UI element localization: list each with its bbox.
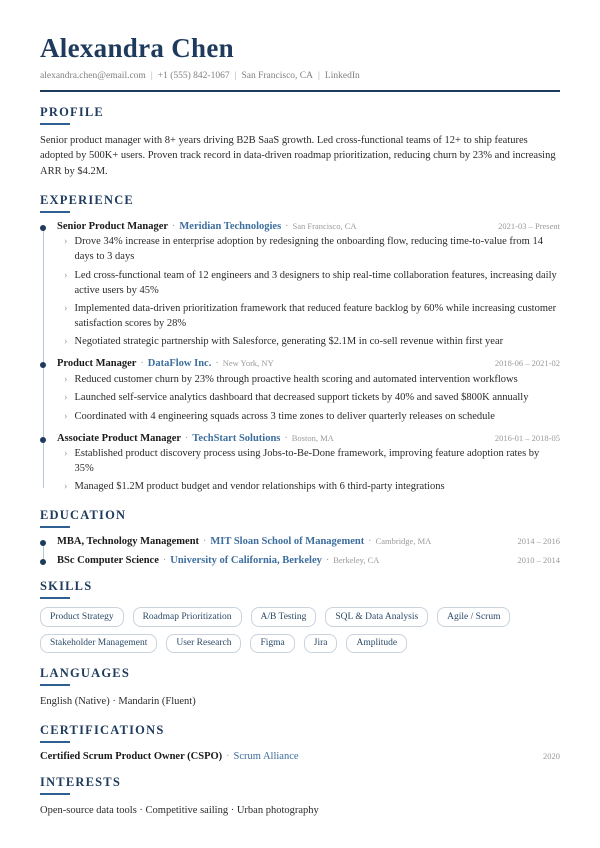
certification-title: Certified Scrum Product Owner (CSPO)	[40, 750, 223, 762]
degree-title: MBA, Technology Management	[57, 536, 200, 548]
bullet-item	[57, 447, 560, 477]
job-title: Senior Product Manager	[57, 220, 169, 232]
bullet-item	[57, 269, 560, 299]
experience-entry	[57, 358, 560, 424]
bullet-text: Drove 34% increase in enterprise adoption by redesigning the onboarding flow, reducing time-to-value from 14 days to 3 days	[74, 236, 543, 263]
timeline-dot	[40, 362, 46, 368]
skill-pill: Stakeholder Management	[40, 634, 157, 653]
bullet-text: Coordinated with 4 engineering squads across 3 time zones to deliver quarterly releases on schedule	[74, 410, 495, 422]
dot-separator: ·	[285, 220, 289, 232]
contact-location: San Francisco, CA	[241, 70, 313, 81]
dot-separator: ·	[368, 536, 372, 548]
job-header	[57, 358, 560, 369]
bullet-text: Established product discovery process using Jobs-to-Be-Done framework, improving feature adoption rates by 35%	[74, 448, 540, 474]
dot-separator: ·	[284, 432, 288, 444]
profile-heading: PROFILE	[40, 104, 104, 119]
skill-pill: A/B Testing	[251, 607, 317, 626]
contact-separator: |	[318, 70, 320, 81]
contact-separator: |	[150, 70, 153, 81]
skill-pill: SQL & Data Analysis	[325, 607, 428, 626]
job-location: New York, NY	[222, 358, 274, 369]
company-link[interactable]: TechStart Solutions	[192, 432, 281, 444]
bullet-marker: ›	[64, 236, 68, 248]
section-experience	[40, 193, 560, 495]
timeline-dot	[40, 559, 46, 565]
bullet-item	[57, 410, 560, 425]
section-profile	[40, 105, 560, 180]
bullet-marker: ›	[64, 303, 68, 315]
skill-pill: Figma	[250, 634, 294, 653]
bullet-marker: ›	[64, 392, 68, 404]
timeline-dot	[40, 540, 46, 546]
section-certifications	[40, 723, 560, 762]
skill-pill: Roadmap Prioritization	[133, 607, 242, 626]
job-dates: 2016-01 – 2018-05	[494, 432, 560, 443]
bullet-text: Managed $1.2M product budget and vendor relationships with 6 third-party integrations	[74, 481, 445, 493]
experience-heading: EXPERIENCE	[40, 192, 134, 207]
bullet-marker: ›	[64, 336, 68, 348]
dot-separator: ·	[203, 536, 207, 548]
dot-separator: ·	[172, 220, 176, 232]
job-dates: 2021-03 – Present	[498, 220, 560, 231]
education-header	[57, 536, 560, 547]
bullet-item	[57, 391, 560, 406]
candidate-name: Alexandra Chen	[40, 33, 234, 63]
certifications-heading: CERTIFICATIONS	[40, 722, 165, 737]
job-dates: 2018-06 – 2021-02	[494, 358, 560, 369]
bullet-text: Led cross-functional team of 12 engineers and 3 designers to ship real-time collaboration features, increasing daily active users by 45%	[74, 269, 557, 296]
dot-separator: ·	[162, 555, 167, 567]
education-heading: EDUCATION	[40, 508, 127, 523]
skill-pill: Agile / Scrum	[437, 607, 510, 626]
heading-underline	[40, 684, 70, 686]
certification-issuer-link[interactable]: Scrum Alliance	[233, 750, 299, 762]
job-title: Associate Product Manager	[57, 432, 182, 444]
bullet-text: Reduced customer churn by 23% through proactive health scoring and automated intervention workflows	[74, 373, 518, 385]
bullet-item	[57, 235, 560, 265]
bullet-marker: ›	[64, 373, 68, 385]
education-header	[57, 555, 560, 566]
dot-separator: ·	[185, 432, 189, 444]
bullet-text: Launched self-service analytics dashboard that decreased support tickets by 40% and saved $800K annually	[74, 392, 529, 404]
certification-entry	[40, 751, 560, 762]
job-location: Boston, MA	[291, 432, 334, 443]
job-bullets	[57, 447, 560, 495]
bullet-item	[57, 302, 560, 332]
interests-text: Open-source data tools · Competitive sailing · Urban photography	[40, 804, 319, 816]
skill-pill: Amplitude	[346, 634, 407, 653]
skill-pill: Jira	[304, 634, 338, 653]
experience-entry	[57, 221, 560, 350]
job-title: Product Manager	[57, 358, 137, 370]
dot-separator: ·	[325, 555, 330, 567]
contact-line	[40, 71, 560, 92]
bullet-item	[57, 373, 560, 388]
section-skills	[40, 579, 560, 653]
degree-title: BSc Computer Science	[57, 555, 159, 567]
experience-entry	[57, 433, 560, 496]
contact-email: alexandra.chen@email.com	[40, 70, 146, 81]
education-dates: 2014 – 2016	[517, 536, 560, 547]
school-link[interactable]: University of California, Berkeley	[170, 555, 322, 567]
dot-separator: ·	[226, 750, 230, 762]
job-header	[57, 221, 560, 232]
education-location: Cambridge, MA	[375, 536, 432, 547]
skills-tag-list	[40, 607, 560, 653]
bullet-item	[57, 480, 560, 495]
education-location: Berkeley, CA	[333, 555, 380, 566]
education-entry	[57, 555, 560, 566]
languages-heading: LANGUAGES	[40, 665, 130, 680]
job-bullets	[57, 373, 560, 425]
job-bullets	[57, 235, 560, 350]
bullet-marker: ›	[64, 448, 68, 459]
bullet-marker: ›	[64, 481, 68, 493]
profile-text: Senior product manager with 8+ years driving B2B SaaS growth. Led cross-functional teams of 12+ to ship features adopted by 500K+ users. Proven track record in data-driven roadmap prioritization, reducing churn by 23% and increasing ARR by $4.2M.	[40, 134, 556, 178]
education-entry	[57, 536, 560, 547]
contact-phone: +1 (555) 842-1067	[157, 70, 230, 81]
interests-heading: INTERESTS	[40, 774, 121, 789]
timeline-dot	[40, 437, 46, 443]
bullet-item	[57, 335, 560, 350]
section-interests	[40, 775, 560, 819]
job-header	[57, 433, 560, 444]
dot-separator: ·	[215, 358, 219, 370]
skills-heading: SKILLS	[40, 579, 93, 594]
timeline-dot	[40, 225, 46, 231]
contact-linkedin-link[interactable]: LinkedIn	[324, 70, 360, 81]
resume-header	[40, 34, 560, 92]
heading-underline	[40, 597, 70, 599]
languages-text: English (Native) · Mandarin (Fluent)	[40, 695, 196, 707]
education-timeline	[40, 536, 560, 566]
heading-underline	[40, 741, 70, 743]
certification-year: 2020	[543, 750, 560, 761]
skill-pill: Product Strategy	[40, 607, 124, 626]
heading-underline	[40, 211, 70, 213]
skill-pill: User Research	[166, 634, 241, 653]
bullet-text: Implemented data-driven prioritization framework that reduced feature backlog by 60% while increasing customer satisfaction scores by 28%	[74, 303, 557, 329]
experience-timeline	[40, 221, 560, 495]
bullet-marker: ›	[64, 410, 68, 422]
section-education	[40, 508, 560, 566]
heading-underline	[40, 793, 70, 795]
heading-underline	[40, 526, 70, 528]
heading-underline	[40, 123, 70, 125]
contact-separator: |	[234, 70, 237, 81]
job-location: San Francisco, CA	[292, 220, 357, 231]
education-dates: 2010 – 2014	[517, 555, 560, 566]
dot-separator: ·	[140, 358, 144, 370]
section-languages	[40, 666, 560, 710]
bullet-text: Negotiated strategic partnership with Salesforce, generating $2.1M in co-sell revenue within first year	[74, 336, 504, 348]
school-link[interactable]: MIT Sloan School of Management	[210, 536, 365, 548]
bullet-marker: ›	[64, 269, 68, 281]
company-link[interactable]: DataFlow Inc.	[147, 358, 212, 370]
company-link[interactable]: Meridian Technologies	[179, 220, 282, 232]
